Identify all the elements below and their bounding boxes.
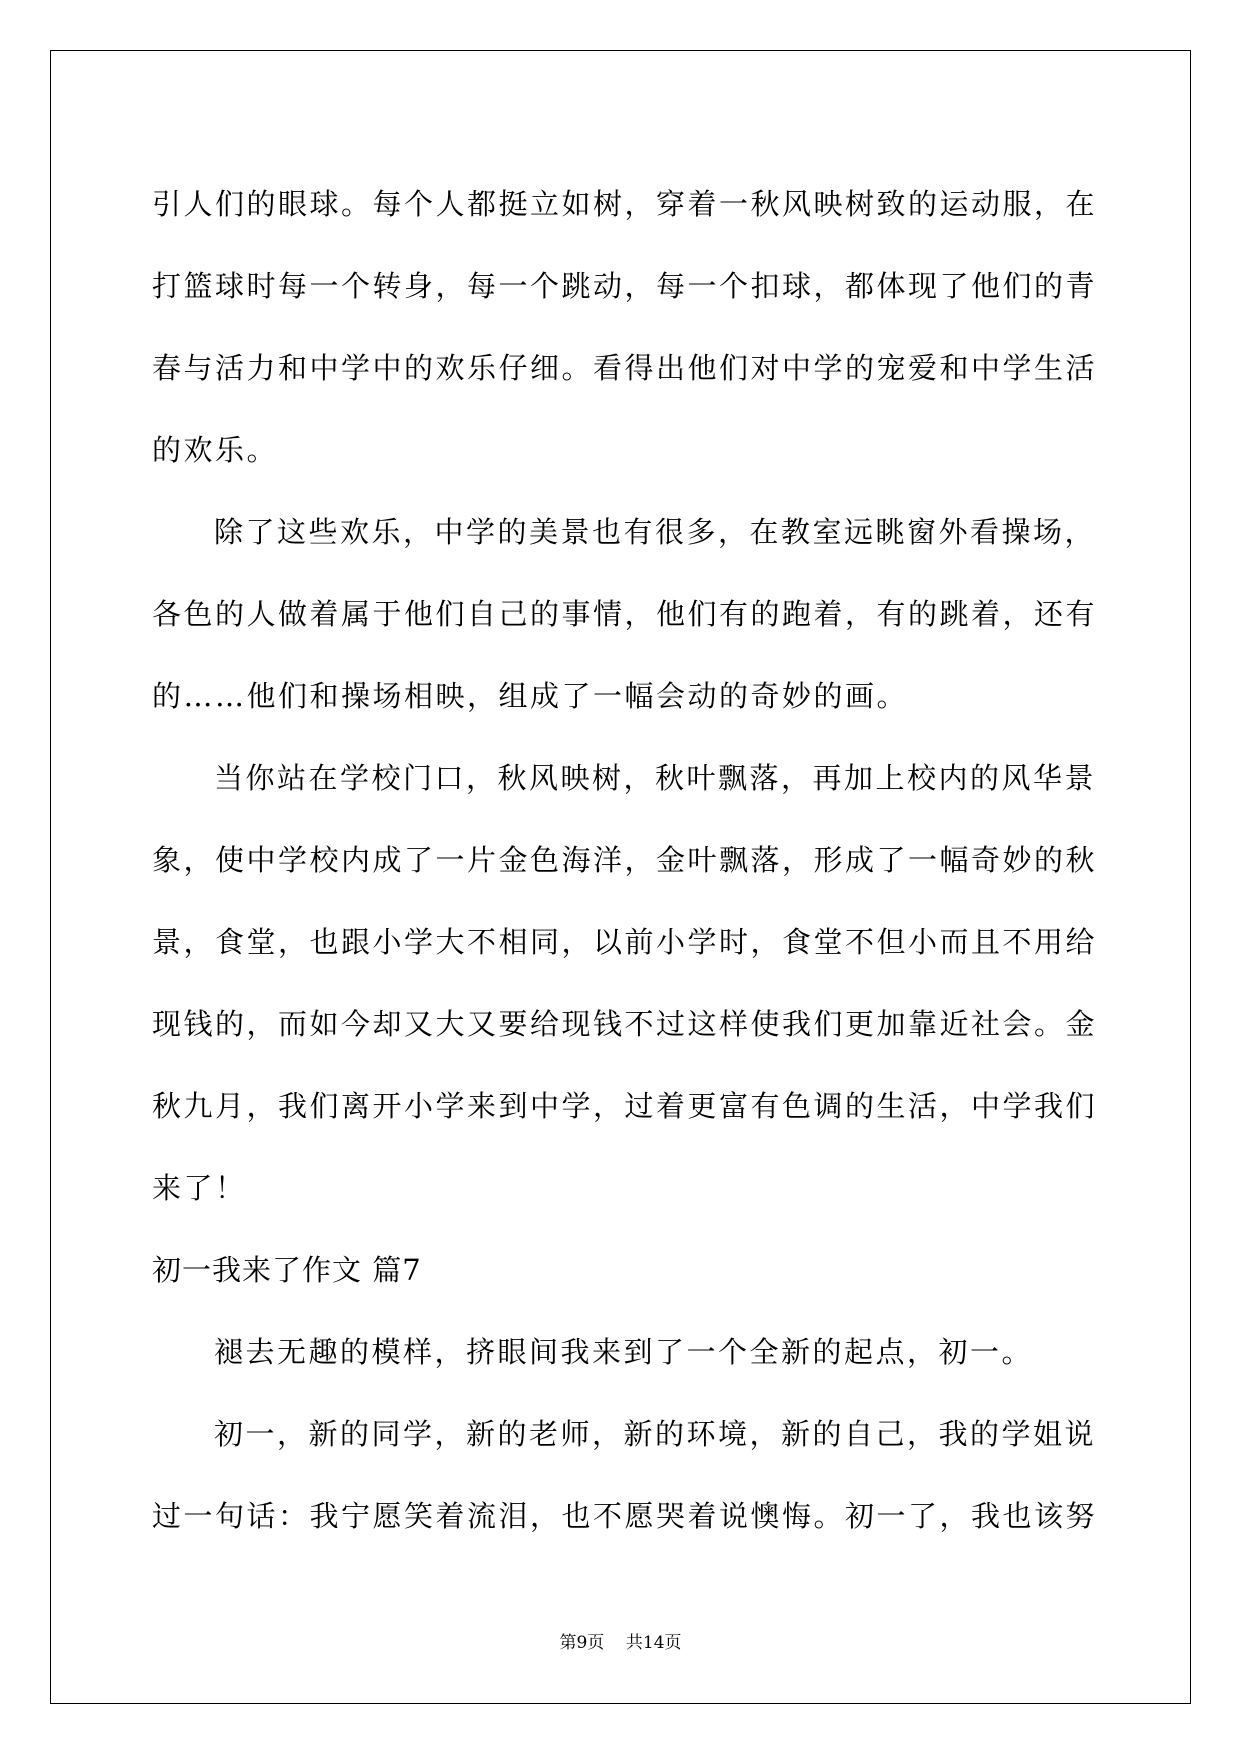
text-line: 各色的人做着属于他们自己的事情，他们有的跑着，有的跳着，还有 [152,597,1098,631]
text-line: 的欢乐。 [152,433,279,467]
text-line: 过一句话：我宁愿笑着流泪，也不愿哭着说懊悔。初一了，我也该努 [152,1499,1098,1533]
text-line: 当你站在学校门口，秋风映树，秋叶飘落，再加上校内的风华景 [214,761,1097,795]
text-line: 除了这些欢乐，中学的美景也有很多，在教室远眺窗外看操场， [214,515,1097,549]
text-line: 景，食堂，也跟小学大不相同，以前小学时，食堂不但小而且不用给 [152,925,1098,959]
page-number: 第9页 [559,1633,605,1653]
section-heading: 初一我来了作文 篇7 [152,1253,422,1287]
page-total: 共14页 [625,1633,682,1653]
text-line: 春与活力和中学中的欢乐仔细。看得出他们对中学的宠爱和中学生活 [152,351,1098,385]
text-line: 秋九月，我们离开小学来到中学，过着更富有色调的生活，中学我们 [152,1089,1098,1123]
text-line: 引人们的眼球。每个人都挺立如树，穿着一秋风映树致的运动服，在 [152,187,1098,221]
text-line: 象，使中学校内成了一片金色海洋，金叶飘落，形成了一幅奇妙的秋 [152,843,1098,877]
page-footer [0,1628,1241,1653]
document-body [152,163,1098,1557]
text-line: 褪去无趣的模样，挤眼间我来到了一个全新的起点，初一。 [214,1335,1034,1369]
text-line: 的……他们和操场相映，组成了一幅会动的奇妙的画。 [152,679,909,713]
text-line: 打篮球时每一个转身，每一个跳动，每一个扣球，都体现了他们的青 [152,269,1098,303]
text-line: 现钱的，而如今却又大又要给现钱不过这样使我们更加靠近社会。金 [152,1007,1098,1041]
text-line: 初一，新的同学，新的老师，新的环境，新的自己，我的学姐说 [214,1417,1097,1451]
text-line: 来了！ [152,1171,247,1205]
